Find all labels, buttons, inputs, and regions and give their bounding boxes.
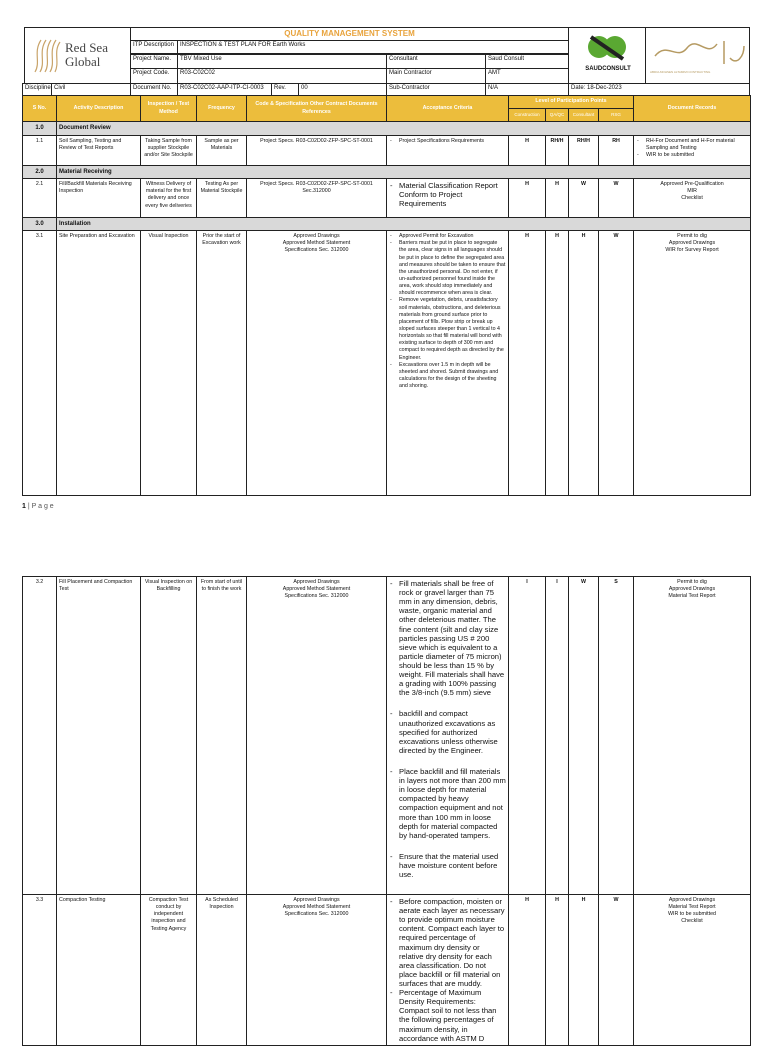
frequency: Sample as per Materials xyxy=(197,136,247,166)
section-number: 1.0 xyxy=(23,122,57,136)
participation-rsg: W xyxy=(599,895,634,1046)
participation-qaqc: RH/H xyxy=(546,136,569,166)
acceptance-item: - Project Specifications Requirements xyxy=(399,138,506,145)
participation-qaqc: H xyxy=(546,895,569,1046)
acceptance-item: - Before compaction, moisten or aerate each layer as necessary to provide optimum moisture content. Compact each layer to required percentage of maximum dry density or relative dry density for each area classification. Do not place backfill or fill material on surfaces that are muddy. xyxy=(399,897,506,988)
record-item: MIR xyxy=(687,188,697,195)
section-title: Installation xyxy=(57,218,751,231)
acceptance-item: - Material Classification Report Conform to Project Requirements xyxy=(399,181,506,208)
section-row xyxy=(23,122,751,136)
acceptance-item-list xyxy=(389,579,506,879)
frequency: Prior the start of Excavation work xyxy=(197,231,247,496)
discipline-value: Civil xyxy=(51,83,131,96)
acceptance-item-list xyxy=(389,233,506,390)
table-row xyxy=(23,895,751,1046)
record-item: Permit to dig xyxy=(677,233,707,240)
acceptance-item: - Barriers must be put in place to segregate the area, clear signs in all languages should be put in place to define the segregated area and measures should be taken to ensure that the unauthorized personal. Do not enter, if un-authorized personnel found inside the area, work should stop immediately and should recommence when area is clear. xyxy=(399,240,506,297)
frequency: As Scheduled Inspection xyxy=(197,895,247,1046)
record-item: Approved Pre-Qualification xyxy=(660,181,724,188)
record-item: Material Test Report xyxy=(668,593,716,600)
acceptance-item-list xyxy=(389,897,506,1043)
contractor-logo xyxy=(645,27,750,84)
record-item-list xyxy=(636,138,748,159)
participation-consultant: RH/H xyxy=(569,136,599,166)
acceptance-criteria xyxy=(387,231,509,496)
saudconsult-logo-text: SAUDCONSULT xyxy=(585,66,631,72)
participation-construction: H xyxy=(509,231,546,496)
participation-consultant: W xyxy=(569,577,599,895)
column-header-participation: Level of Participation Points xyxy=(509,96,634,109)
column-header-qaqc: QA/QC xyxy=(546,109,569,122)
activity-description: Fill/Backfill Materials Receiving Inspection xyxy=(57,179,141,218)
consultant-label: Consultant xyxy=(386,54,486,69)
page-label: | P a g e xyxy=(25,503,54,510)
participation-consultant: W xyxy=(569,179,599,218)
acceptance-criteria xyxy=(387,136,509,166)
participation-construction: I xyxy=(509,577,546,895)
system-title: QUALITY MANAGEMENT SYSTEM xyxy=(130,27,569,41)
activity-description: Soil Sampling, Testing and Review of Test Reports xyxy=(57,136,141,166)
acceptance-item: - Fill materials shall be free of rock or gravel larger than 75 mm in any dimension, debris, waste, organic material and other deleterious matter. The fine content (silt and clay size particles passing US # 200 sieve which is equivalent to a particle diameter of 75 micron) should be less than 15 % by weight. Fill materials shall have a grading with 100% passing the 3/8-inch (9.5 mm) sieve xyxy=(399,579,506,697)
document-records xyxy=(634,895,751,1046)
section-number: 2.0 xyxy=(23,166,57,179)
main-contractor-label: Main Contractor xyxy=(386,68,486,84)
column-header-sno: S No. xyxy=(23,96,57,122)
record-item: Checklist xyxy=(681,195,703,202)
inspection-method: Visual Inspection on Backfilling xyxy=(141,577,197,895)
arabic-calligraphy-logo-icon xyxy=(652,36,747,66)
code-specification: Approved Drawings Approved Method Statement Specifications Sec. 312000 xyxy=(247,895,387,1046)
itp-table-page-2 xyxy=(22,576,751,1046)
activity-description: Fill Placement and Compaction Test xyxy=(57,577,141,895)
main-contractor-value: AMT xyxy=(485,68,569,84)
item-number: 2.1 xyxy=(23,179,57,218)
acceptance-item: - Place backfill and fill materials in layers not more than 200 mm in loose depth for material compacted by heavy compaction equipment and not more than 100 mm in loose depth for material compacted by hand-operated tampers. xyxy=(399,767,506,840)
acceptance-item: - Percentage of Maximum Density Requirements: Compact soil to not less than the following percentages of maximum density, in accordance with ASTM D xyxy=(399,988,506,1043)
red-sea-global-logo xyxy=(24,27,131,84)
record-item: Material Test Report xyxy=(668,904,716,911)
record-item: - RH-For Document and H-For material Sampling and Testing xyxy=(646,138,748,152)
column-header-activity: Activity Description xyxy=(57,96,141,122)
participation-rsg: RH xyxy=(599,136,634,166)
column-header-construction: Construction xyxy=(509,109,546,122)
participation-rsg: W xyxy=(599,231,634,496)
project-code-label: Project Code. xyxy=(130,68,178,84)
participation-rsg: W xyxy=(599,179,634,218)
inspection-method: Visual Inspection xyxy=(141,231,197,496)
wave-logo-icon xyxy=(31,38,61,74)
participation-consultant: H xyxy=(569,895,599,1046)
acceptance-item: - Excavations over 1.5 m in depth will be sheeted and shored. Submit drawings and calculations for the design of the sheeting and shoring. xyxy=(399,362,506,391)
column-header-records: Document Records xyxy=(634,96,751,122)
document-records xyxy=(634,179,751,218)
code-specification: Approved Drawings Approved Method Statement Specifications Sec. 312000 xyxy=(247,577,387,895)
acceptance-item: - Remove vegetation, debris, unsatisfactory soil materials, obstructions, and deleterious materials from ground surface prior to placement of fills. Plow strip or break up sloped surfaces steeper than 1 vertical to 4 horizontals so that fill material will bond with existing surface to depth of 300 mm and compact to required depth as directed by the Engineer. xyxy=(399,297,506,361)
column-header-rsg: RSG xyxy=(599,109,634,122)
acceptance-item: - backfill and compact unauthorized excavations as specified for authorized excavations unless otherwise directed by the Engineer. xyxy=(399,709,506,755)
code-specification: Project Specs. R03-C02D02-ZFP-SPC-ST-0001 xyxy=(247,136,387,166)
record-item: WIR to be submitted xyxy=(668,911,716,918)
document-no-value: R03-C02C02-AAP-ITP-CI-0003 xyxy=(177,83,272,96)
code-specification: Approved Drawings Approved Method Statement Specifications Sec. 312000 xyxy=(247,231,387,496)
section-title: Material Receiving xyxy=(57,166,751,179)
acceptance-criteria xyxy=(387,895,509,1046)
table-row xyxy=(23,231,751,496)
participation-qaqc: I xyxy=(546,577,569,895)
sub-contractor-value: N/A xyxy=(485,83,569,96)
item-number: 3.3 xyxy=(23,895,57,1046)
inspection-method: Taking Sample from supplier Stockpile and/or Site Stockpile xyxy=(141,136,197,166)
participation-rsg: S xyxy=(599,577,634,895)
table-row xyxy=(23,136,751,166)
code-specification: Project Specs. R03-C02D02-ZFP-SPC-ST-0001 Sec.312000 xyxy=(247,179,387,218)
contractor-logo-text: ABDULMOHSEN ALTAMIMI CONTRACTING xyxy=(650,70,711,74)
page-number: 1 xyxy=(22,503,26,510)
activity-description: Site Preparation and Excavation xyxy=(57,231,141,496)
discipline-label: Discipline xyxy=(22,83,52,96)
column-header-acceptance: Acceptance Criteria xyxy=(387,96,509,122)
itp-table-page-1 xyxy=(22,95,751,496)
document-no-label: Document No. xyxy=(130,83,178,96)
inspection-method: Witness Delivery of material for the first delivery and once every five deliveries xyxy=(141,179,197,218)
logo-text-line1: Red Sea xyxy=(65,40,108,55)
record-item: WIR for Survey Report xyxy=(665,247,719,254)
document-records xyxy=(634,136,751,166)
acceptance-item-list xyxy=(389,181,506,208)
column-header-frequency: Frequency xyxy=(197,96,247,122)
participation-qaqc: H xyxy=(546,179,569,218)
table-row xyxy=(23,577,751,895)
frequency: Testing As per Material Stockpile xyxy=(197,179,247,218)
item-number: 1.1 xyxy=(23,136,57,166)
document-date: Date: 18-Dec-2023 xyxy=(568,83,750,96)
participation-construction: H xyxy=(509,895,546,1046)
record-item: Approved Drawings xyxy=(668,897,716,903)
saudconsult-logo xyxy=(568,27,646,84)
item-number: 3.1 xyxy=(23,231,57,496)
section-row xyxy=(23,166,751,179)
rev-value: 00 xyxy=(298,83,387,96)
acceptance-item: - Ensure that the material used have moisture content before use. xyxy=(399,852,506,879)
project-name-label: Project Name. xyxy=(130,54,178,69)
column-header-method: Inspection / Test Method xyxy=(141,96,197,122)
sub-contractor-label: Sub-Contractor xyxy=(386,83,486,96)
record-item: Approved Drawings xyxy=(668,586,716,593)
participation-consultant: H xyxy=(569,231,599,496)
record-item: Permit to dig xyxy=(677,579,707,585)
project-code-value: R03-C02C02 xyxy=(177,68,387,84)
rev-label: Rev. xyxy=(271,83,299,96)
acceptance-criteria xyxy=(387,179,509,218)
record-item: Checklist xyxy=(681,918,703,925)
column-header-code: Code & Specification Other Contract Documents References xyxy=(247,96,387,122)
section-number: 3.0 xyxy=(23,218,57,231)
page-footer xyxy=(22,503,54,510)
consultant-value: Saud Consult xyxy=(485,54,569,69)
document-records xyxy=(634,231,751,496)
participation-construction: H xyxy=(509,179,546,218)
item-number: 3.2 xyxy=(23,577,57,895)
itp-description-label: ITP Description xyxy=(130,40,178,55)
section-title: Document Review xyxy=(57,122,751,136)
activity-description: Compaction Testing xyxy=(57,895,141,1046)
frequency: From start of until to finish the work xyxy=(197,577,247,895)
sc-logo-icon xyxy=(587,33,627,61)
inspection-method: Compaction Test conduct by independent inspection and Testing Agency xyxy=(141,895,197,1046)
project-name-value: TBV Mixed Use xyxy=(177,54,387,69)
column-header-consultant: Consultant xyxy=(569,109,599,122)
record-item: Approved Drawings xyxy=(668,240,716,247)
participation-qaqc: H xyxy=(546,231,569,496)
acceptance-criteria xyxy=(387,577,509,895)
section-row xyxy=(23,218,751,231)
itp-description-value: INSPECTION & TEST PLAN FOR Earth Works xyxy=(177,40,569,55)
acceptance-item: - Approved Permit for Excavation xyxy=(399,233,506,240)
participation-construction: H xyxy=(509,136,546,166)
record-item: - WIR to be submitted xyxy=(646,152,748,159)
document-records xyxy=(634,577,751,895)
table-row xyxy=(23,179,751,218)
acceptance-item-list xyxy=(389,138,506,145)
logo-text-line2: Global xyxy=(65,54,101,69)
